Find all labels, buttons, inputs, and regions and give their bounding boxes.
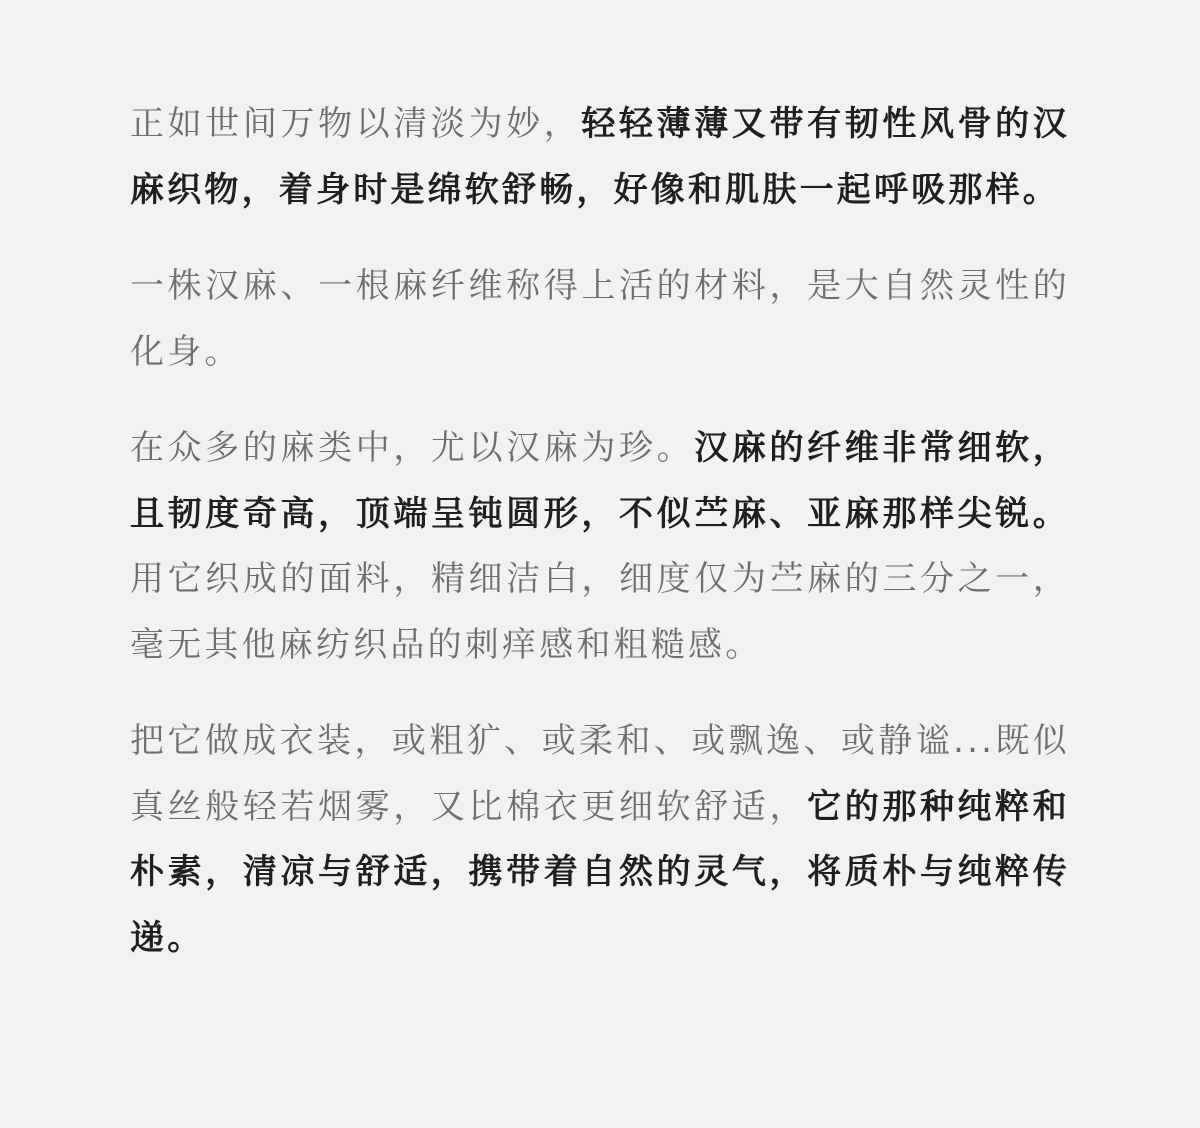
paragraph-2 — [130, 254, 1070, 385]
paragraph-3-light-text-tail: 用它织成的面料，精细洁白，细度仅为苎麻的三分之一，毫无其他麻纺织品的刺痒感和粗糙感。 — [130, 559, 1070, 665]
paragraph-4-light-text: 把它做成衣装，或粗犷、或柔和、或飘逸、或静谧...既似真丝般轻若烟雾，又比棉衣更细软舒适， — [130, 721, 1070, 827]
paragraph-4 — [130, 709, 1070, 971]
paragraph-4-emphasis-text: 它的那种纯粹和朴素，清凉与舒适，携带着自然的灵气，将质朴与纯粹传递。 — [130, 786, 1070, 958]
paragraph-3 — [130, 416, 1070, 678]
paragraph-1 — [130, 92, 1070, 223]
paragraph-1-emphasis-text: 轻轻薄薄又带有韧性风骨的汉麻织物，着身时是绵软舒畅，好像和肌肤一起呼吸那样。 — [130, 104, 1070, 210]
article-body — [130, 92, 1070, 971]
paragraph-2-light-text: 一株汉麻、一根麻纤维称得上活的材料，是大自然灵性的化身。 — [130, 266, 1070, 372]
paragraph-1-light-text: 正如世间万物以清淡为妙， — [130, 104, 582, 144]
paragraph-3-light-text: 在众多的麻类中，尤以汉麻为珍。 — [130, 428, 695, 468]
paragraph-3-emphasis-text: 汉麻的纤维非常细软，且韧度奇高，顶端呈钝圆形，不似苎麻、亚麻那样尖锐。 — [130, 428, 1070, 534]
